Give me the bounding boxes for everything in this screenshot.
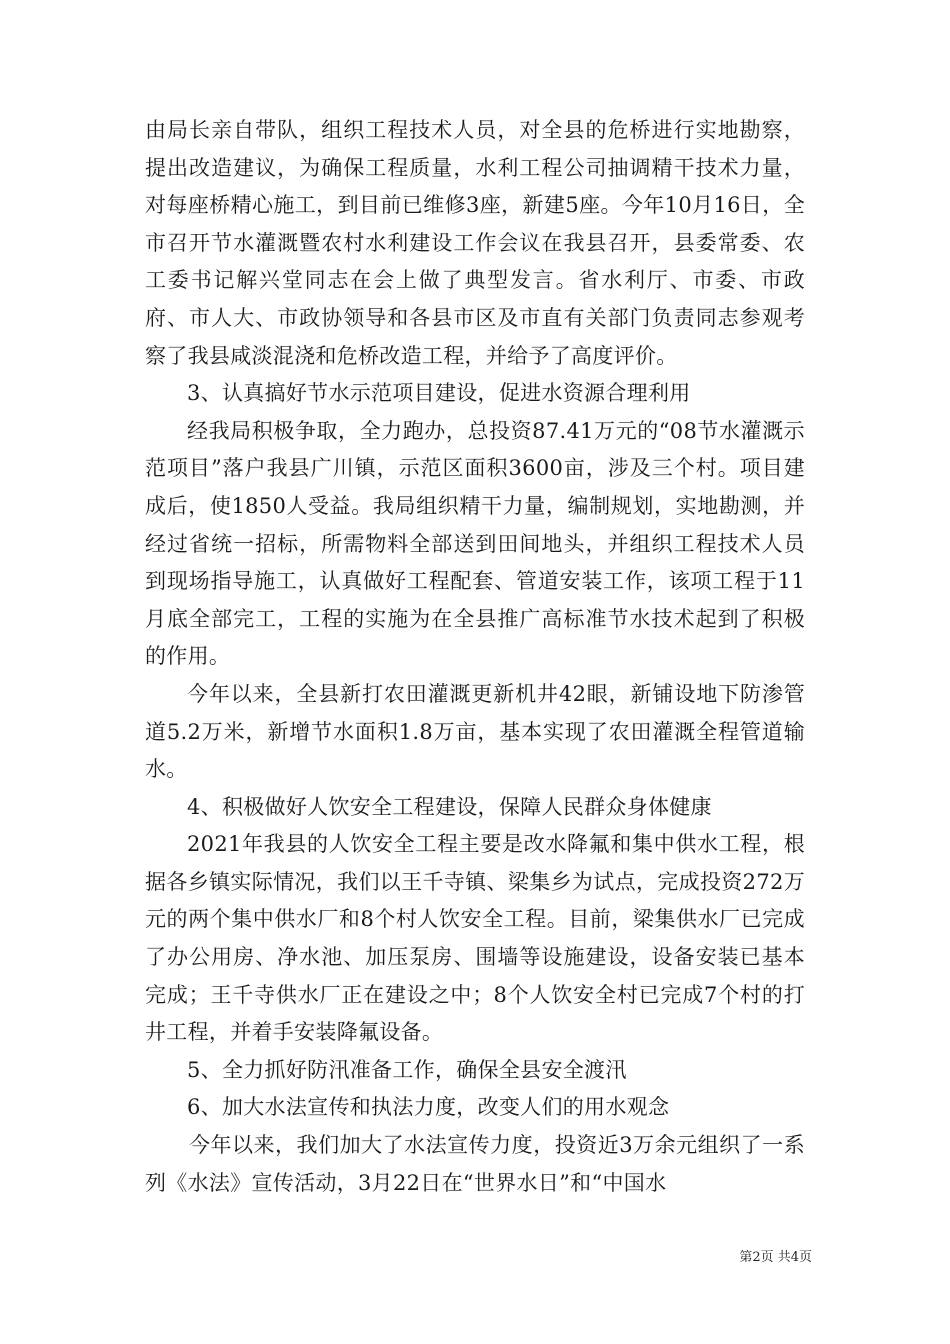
paragraph-bridge-repair: 由局长亲自带队，组织工程技术人员，对全县的危桥进行实地勘察，提出改造建议，为确保工程质量，水利工程公司抽调精干技术力量，对每座桥精心施工，到目前已维修3座，新建5座。今年10月16日，全市召开节水灌溉暨农村水利建设工作会议在我县召开，县委常委、农工委书记解兴堂同志在会上做了典型发言。省水利厅、市委、市政府、市人大、市政协领导和各县市区及市直有关部门负责同志参观考察了我县咸淡混浇和危桥改造工程，并给予了高度评价。 [145,118,805,368]
heading-flood-prevention: 5、全力抓好防汛准备工作，确保全县安全渡汛 [187,1057,627,1082]
paragraph-water-saving-project: 经我局积极争取，全力跑办，总投资87.41万元的“08节水灌溉示范项目”落户我县广川镇，示范区面积3600亩，涉及三个村。项目建成后，使1850人受益。我局组织精干力量，编制规划，实地勘测，并经过省统一招标，所需物料全部送到田间地头，并组织工程技术人员到现场指导施工，认真做好工程配套、管道安装工作，该项工程于11月底全部完工，工程的实施为在全县推广高标准节水技术起到了积极的作用。 [145,418,805,669]
page-number: 第2页 共4页 [739,1250,812,1265]
heading-water-saving-project: 3、认真搞好节水示范项目建设，促进水资源合理利用 [187,381,691,406]
heading-water-law-publicity: 6、加大水法宣传和执法力度，改变人们的用水观念 [187,1095,670,1120]
heading-drinking-water-safety: 4、积极做好人饮安全工程建设，保障人民群众身体健康 [187,794,712,819]
paragraph-drinking-water-safety: 2021年我县的人饮安全工程主要是改水降氟和集中供水工程，根据各乡镇实际情况，我们以王千寺镇、梁集乡为试点，完成投资272万元的两个集中供水厂和8个村人饮安全工程。目前，梁集供水厂已完成了办公用房、净水池、加压泵房、围墙等设施建设，设备安装已基本完成；王千寺供水厂正在建设之中；8个人饮安全村已完成7个村的打井工程，并着手安装降氟设备。 [145,832,805,1045]
paragraph-water-law-publicity: 今年以来，我们加大了水法宣传力度，投资近3万余元组织了一系列《水法》宣传活动，3月22日在“世界水日”和“中国水 [145,1133,805,1195]
paragraph-irrigation-stats: 今年以来，全县新打农田灌溉更新机井42眼，新铺设地下防渗管道5.2万米，新增节水面积1.8万亩，基本实现了农田灌溉全程管道输水。 [145,681,805,782]
body-text [145,112,805,1202]
